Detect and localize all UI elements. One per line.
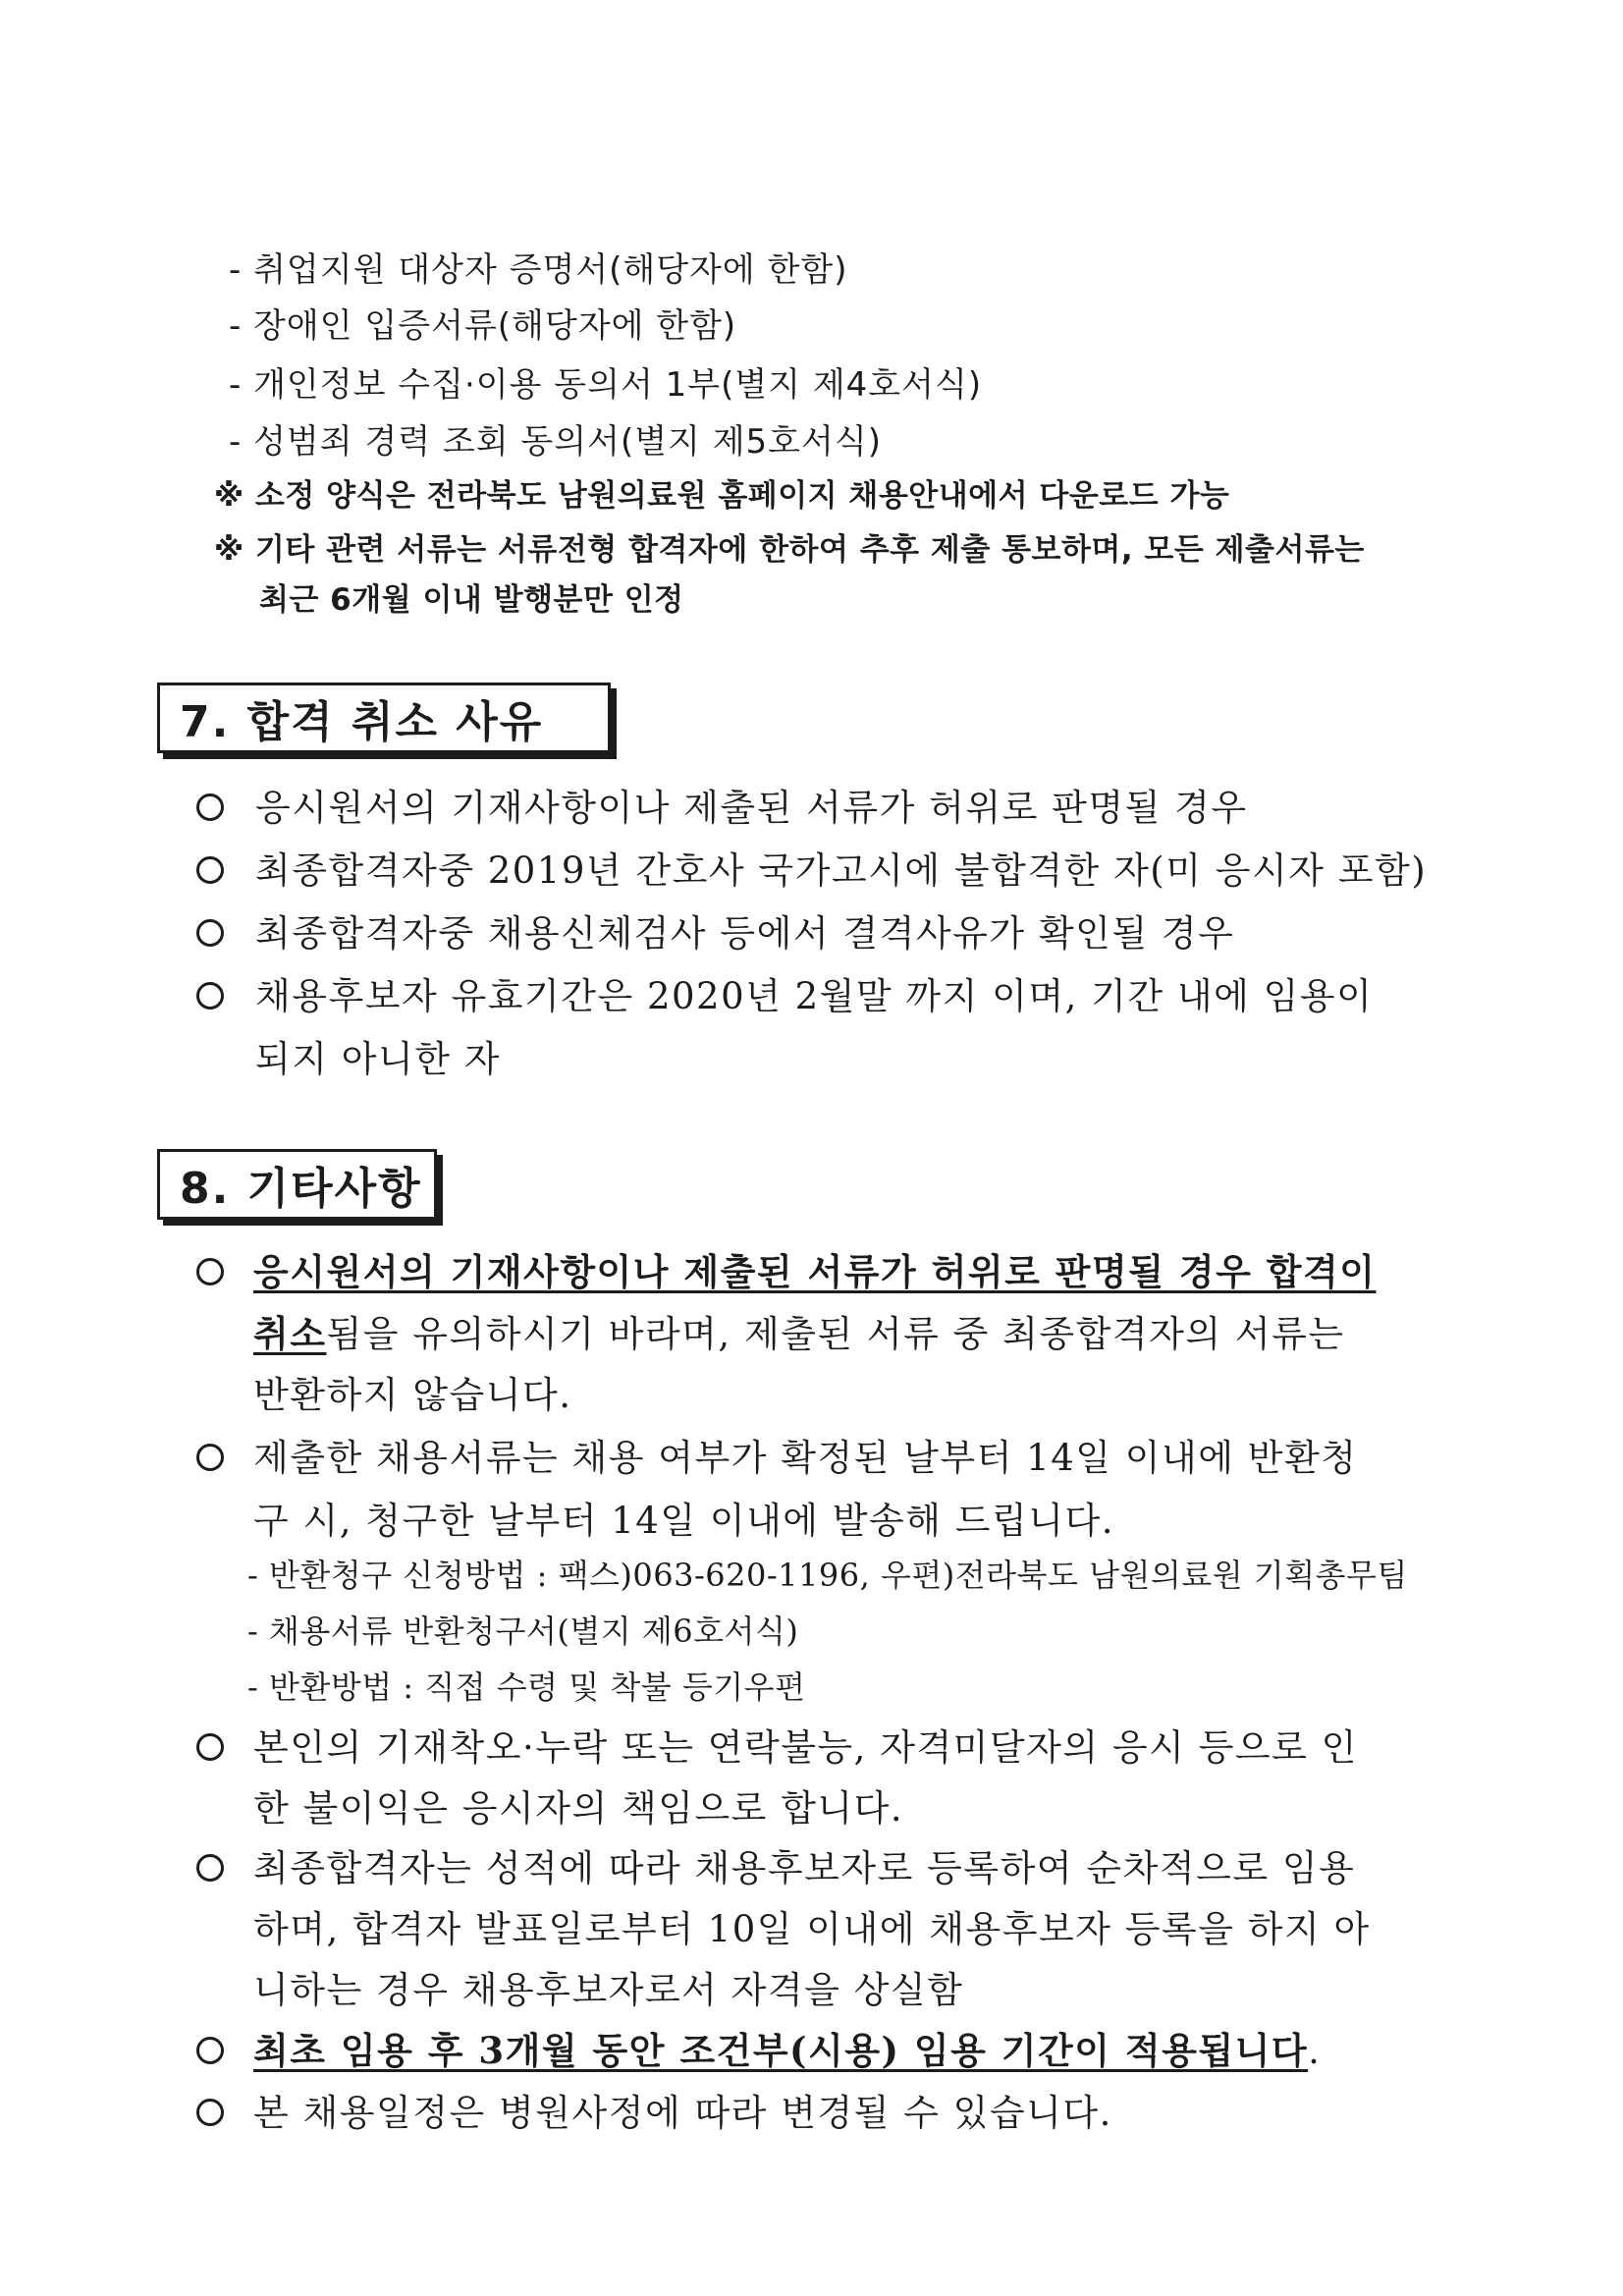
circle-bullet-icon	[196, 1444, 224, 1471]
section-8-item-5	[253, 2029, 1322, 2072]
return-method-item: - 반환청구 신청방법 : 팩스)063-620-1196, 우편)전라북도 남원의료원 기획총무팀	[247, 1557, 1408, 1594]
section-8-heading	[157, 1149, 437, 1220]
note-other-documents: ※ 기타 관련 서류는 서류전형 합격자에 한하여 추후 제출 통보하며, 모든 제출서류는	[214, 532, 1365, 568]
circle-bullet-icon	[196, 1258, 224, 1285]
section-8-item-4-cont: 니하는 경우 채용후보자로서 자격을 상실함	[253, 1969, 964, 2011]
section-7-item: 최종합격자중 채용신체검사 등에서 결격사유가 확인될 경우	[255, 912, 1235, 955]
section-7-item: 응시원서의 기재사항이나 제출된 서류가 허위로 판명될 경우	[255, 787, 1248, 829]
circle-bullet-icon	[196, 919, 224, 947]
section-8-item-4: 최종합격자는 성적에 따라 채용후보자로 등록하여 순차적으로 임용	[253, 1847, 1356, 1889]
document-item: - 취업지원 대상자 증명서(해당자에 한함)	[229, 250, 848, 290]
circle-bullet-icon	[196, 1733, 224, 1761]
circle-bullet-icon	[196, 1854, 224, 1882]
item-text: 됨을 유의하시기 바라며, 제출된 서류 중 최종합격자의 서류는	[326, 1313, 1345, 1355]
section-7-heading	[157, 683, 611, 753]
circle-bullet-icon	[196, 856, 224, 884]
circle-bullet-icon	[196, 2099, 224, 2126]
circle-bullet-icon	[196, 793, 224, 821]
document-item: - 개인정보 수집·이용 동의서 1부(별지 제4호서식)	[229, 365, 983, 405]
section-8-item-3: 본인의 기재착오·누락 또는 연락불능, 자격미달자의 응시 등으로 인	[253, 1726, 1358, 1769]
section-8-item-1-cont	[253, 1312, 1345, 1355]
section-8-item-6: 본 채용일정은 병원사정에 따라 변경될 수 있습니다.	[253, 2092, 1112, 2134]
document-item: - 장애인 입증서류(해당자에 한함)	[229, 306, 737, 346]
section-7-title: 7. 합격 취소 사유	[180, 697, 544, 747]
circle-bullet-icon	[196, 982, 224, 1010]
section-7-item-cont: 되지 아니한 자	[255, 1038, 501, 1080]
document-item: - 성범죄 경력 조회 동의서(별지 제5호서식)	[229, 422, 882, 462]
section-8-item-1-cont: 반환하지 않습니다.	[253, 1374, 572, 1416]
section-8-title: 8. 기타사항	[180, 1164, 422, 1214]
section-7-item: 최종합격자중 2019년 간호사 국가고시에 불합격한 자(미 응시자 포함)	[255, 849, 1428, 892]
cancellation-warning: 응시원서의 기재사항이나 제출된 서류가 허위로 판명될 경우 합격이	[253, 1250, 1377, 1293]
return-method-item: - 반환방법 : 직접 수령 및 착불 등기우편	[247, 1668, 806, 1706]
note-download-forms: ※ 소정 양식은 전라북도 남원의료원 홈페이지 채용안내에서 다운로드 가능	[214, 478, 1230, 514]
section-7-item: 채용후보자 유효기간은 2020년 2월말 까지 이며, 기간 내에 임용이	[255, 975, 1374, 1017]
probation-notice: 최초 임용 후 3개월 동안 조건부(시용) 임용 기간이 적용됩니다	[253, 2029, 1309, 2072]
section-8-item-1	[253, 1250, 1377, 1293]
return-method-item: - 채용서류 반환청구서(별지 제6호서식)	[247, 1613, 799, 1650]
circle-bullet-icon	[196, 2037, 224, 2064]
section-8-item-2-cont: 구 시, 청구한 날부터 14일 이내에 발송해 드립니다.	[253, 1500, 1115, 1542]
item-period: .	[1308, 2030, 1322, 2072]
cancellation-warning-end: 취소	[253, 1312, 327, 1355]
section-8-item-3-cont: 한 불이익은 응시자의 책임으로 합니다.	[253, 1787, 904, 1830]
note-other-documents-cont: 최근 6개월 이내 발행분만 인정	[259, 582, 684, 618]
section-8-item-4-cont: 하며, 합격자 발표일로부터 10일 이내에 채용후보자 등록을 하지 아	[253, 1908, 1371, 1950]
section-8-item-2: 제출한 채용서류는 채용 여부가 확정된 날부터 14일 이내에 반환청	[253, 1437, 1358, 1479]
